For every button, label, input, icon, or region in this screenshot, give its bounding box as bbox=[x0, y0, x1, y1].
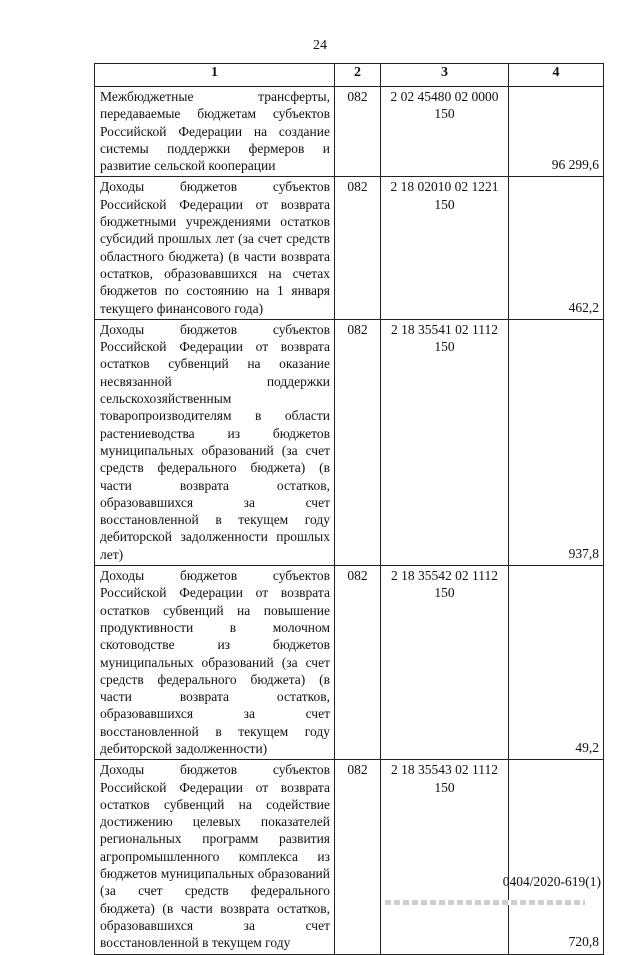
row-amount: 49,2 bbox=[509, 566, 604, 760]
document-code: 0404/2020-619(1) bbox=[502, 874, 601, 889]
revenue-table bbox=[94, 63, 604, 955]
column-header-2: 2 bbox=[335, 64, 381, 87]
row-budget-code: 2 02 45480 02 0000 150 bbox=[381, 87, 509, 177]
table-row bbox=[95, 87, 604, 177]
table-row bbox=[95, 566, 604, 760]
table-row bbox=[95, 177, 604, 319]
row-admin-code: 082 bbox=[335, 87, 381, 177]
row-budget-code: 2 18 35541 02 1112 150 bbox=[381, 319, 509, 565]
table-row bbox=[95, 319, 604, 565]
row-amount: 720,8 bbox=[509, 760, 604, 954]
table-row bbox=[95, 760, 604, 954]
row-description: Доходы бюджетов субъектов Российской Федерации от возврата остатков субвенций на содействие достижению целевых показателей региональных программ развития агропромышленного комплекса из бюджетов муниципальных образований (за счет средств федерального бюджета) (в части возврата остатков, образовавшихся за счет восстановленной в текущем году bbox=[95, 760, 335, 954]
scan-artifact-strip bbox=[385, 900, 585, 905]
row-admin-code: 082 bbox=[335, 566, 381, 760]
page-number: 24 bbox=[313, 38, 327, 53]
row-description: Доходы бюджетов субъектов Российской Федерации от возврата бюджетными учреждениями остатков субсидий прошлых лет (за счет средств областного бюджета) (в части возврата остатков, образовавшихся на счетах бюджетов по состоянию на 1 января текущего финансового года) bbox=[95, 177, 335, 319]
row-amount: 462,2 bbox=[509, 177, 604, 319]
row-budget-code: 2 18 35543 02 1112 150 bbox=[381, 760, 509, 954]
column-header-3: 3 bbox=[381, 64, 509, 87]
row-description: Доходы бюджетов субъектов Российской Федерации от возврата остатков субвенций на оказание несвязанной поддержки сельскохозяйственным товаропроизводителям в области растениеводства из бюджетов муниципальных образований (за счет средств федерального бюджета) (в части возврата остатков, образовавшихся за счет восстановленной в текущем году дебиторской задолженности прошлых лет) bbox=[95, 319, 335, 565]
row-admin-code: 082 bbox=[335, 760, 381, 954]
column-header-1: 1 bbox=[95, 64, 335, 87]
row-admin-code: 082 bbox=[335, 177, 381, 319]
row-budget-code: 2 18 02010 02 1221 150 bbox=[381, 177, 509, 319]
column-header-4: 4 bbox=[509, 64, 604, 87]
table-header-row bbox=[95, 64, 604, 87]
row-description: Доходы бюджетов субъектов Российской Федерации от возврата остатков субвенций на повышение продуктивности в молочном скотоводстве из бюджетов муниципальных образований (за счет средств федерального бюджета) (в части возврата остатков, образовавшихся за счет восстановленной в текущем году дебиторской задолженности) bbox=[95, 566, 335, 760]
row-description: Межбюджетные трансферты, передаваемые бюджетам субъектов Российской Федерации на создание системы поддержки фермеров и развитие сельской кооперации bbox=[95, 87, 335, 177]
row-amount: 937,8 bbox=[509, 319, 604, 565]
row-admin-code: 082 bbox=[335, 319, 381, 565]
row-budget-code: 2 18 35542 02 1112 150 bbox=[381, 566, 509, 760]
row-amount: 96 299,6 bbox=[509, 87, 604, 177]
